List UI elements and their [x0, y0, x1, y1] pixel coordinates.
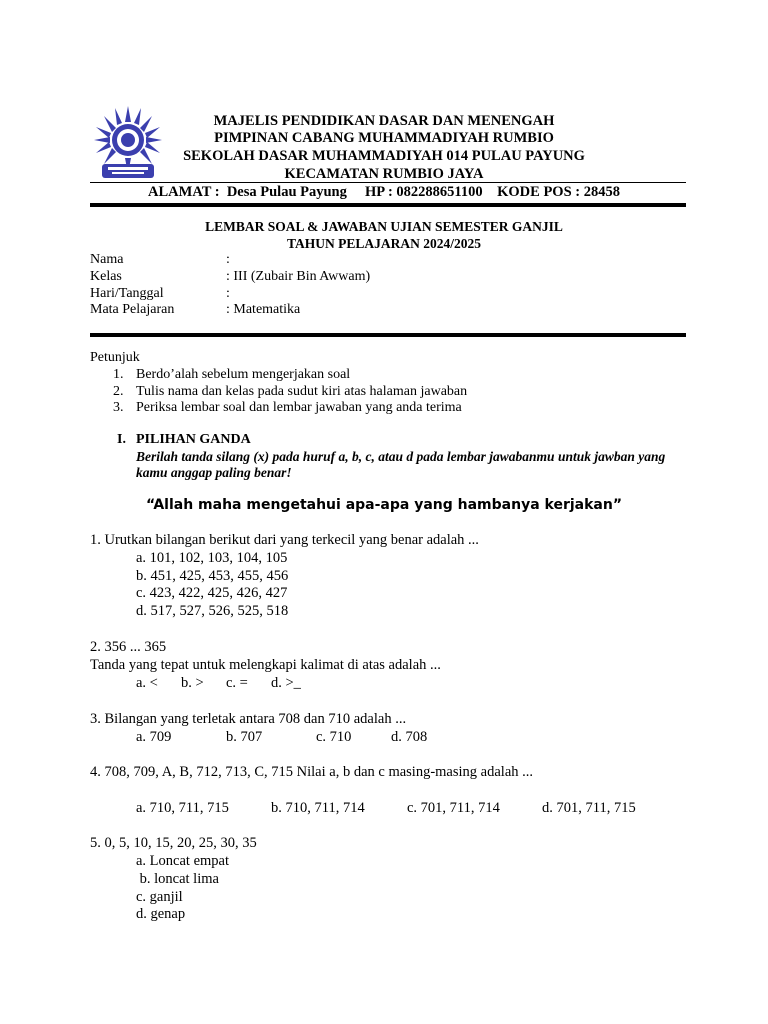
exam-title: LEMBAR SOAL & JAWABAN UJIAN SEMESTER GANJIL [205, 219, 563, 234]
option-4d: d. 701, 711, 715 [542, 800, 636, 816]
section-directive: Berilah tanda silang (x) pada huruf a, b, c, atau d pada lembar jawabanmu untuk jawban yang [136, 449, 666, 464]
option-2d: d. >_ [271, 675, 301, 691]
header-line-2: PIMPINAN CABANG MUHAMMADIYAH RUMBIO [214, 130, 554, 146]
field-label-mata-pelajaran: Mata Pelajaran [90, 302, 175, 317]
option-4c: c. 701, 711, 714 [407, 800, 500, 816]
instruction-num: 1. [113, 367, 124, 382]
instruction-item: Berdo’alah sebelum mengerjakan soal [136, 367, 351, 382]
option-1a: a. 101, 102, 103, 104, 105 [136, 550, 288, 566]
option-1b: b. 451, 425, 453, 455, 456 [136, 568, 289, 584]
option-2b: b. > [181, 675, 204, 691]
field-value-nama: : [226, 252, 230, 267]
question-3: 3. Bilangan yang terletak antara 708 dan 710 adalah ... [90, 711, 407, 727]
academic-year: TAHUN PELAJARAN 2024/2025 [286, 236, 481, 251]
option-3b: b. 707 [226, 729, 263, 745]
option-2c: c. = [226, 675, 248, 691]
field-value-kelas: : III (Zubair Bin Awwam) [226, 269, 371, 284]
option-5a: a. Loncat empat [136, 853, 229, 869]
option-1d: d. 517, 527, 526, 525, 518 [136, 603, 289, 619]
header-divider-thick [90, 203, 686, 207]
instruction-num: 3. [113, 400, 124, 415]
section-title: PILIHAN GANDA [136, 432, 251, 447]
field-label-hari-tanggal: Hari/Tanggal [90, 286, 164, 301]
header-line-3: SEKOLAH DASAR MUHAMMADIYAH 014 PULAU PAYUNG [183, 148, 585, 164]
option-5d: d. genap [136, 906, 186, 922]
header-line-1: MAJELIS PENDIDIKAN DASAR DAN MENENGAH [213, 113, 555, 129]
field-value-hari-tanggal: : [226, 286, 230, 301]
question-5: 5. 0, 5, 10, 15, 20, 25, 30, 35 [90, 835, 257, 851]
instruction-num: 2. [113, 384, 124, 399]
option-5c: c. ganjil [136, 889, 183, 905]
option-3a: a. 709 [136, 729, 172, 745]
motivational-quote: “Allah maha mengetahui apa-apa yang hambanya kerjakan” [145, 497, 623, 513]
field-label-nama: Nama [90, 252, 124, 267]
option-5b: b. loncat lima [136, 871, 219, 887]
option-2a: a. < [136, 675, 158, 691]
header-line-4: KECAMATAN RUMBIO JAYA [284, 166, 484, 182]
option-4a: a. 710, 711, 715 [136, 800, 229, 816]
option-3c: c. 710 [316, 729, 352, 745]
school-address: ALAMAT : Desa Pulau Payung HP : 082288651100 KODE POS : 28458 [148, 184, 620, 200]
section-directive-cont: kamu anggap paling benar! [136, 465, 292, 480]
instruction-item: Tulis nama dan kelas pada sudut kiri atas halaman jawaban [136, 384, 468, 399]
fields-divider [90, 333, 686, 337]
question-2-prompt: Tanda yang tepat untuk melengkapi kalimat di atas adalah ... [90, 657, 441, 673]
option-3d: d. 708 [391, 729, 428, 745]
question-4: 4. 708, 709, A, B, 712, 713, C, 715 Nilai a, b dan c masing-masing adalah ... [90, 764, 534, 780]
field-label-kelas: Kelas [90, 269, 122, 284]
section-number: I. [117, 432, 126, 447]
option-1c: c. 423, 422, 425, 426, 427 [136, 585, 288, 601]
instructions-heading: Petunjuk [90, 350, 140, 365]
question-1: 1. Urutkan bilangan berikut dari yang terkecil yang benar adalah ... [90, 532, 479, 548]
question-2: 2. 356 ... 365 [90, 639, 167, 655]
field-value-mata-pelajaran: : Matematika [226, 302, 301, 317]
option-4b: b. 710, 711, 714 [271, 800, 365, 816]
instruction-item: Periksa lembar soal dan lembar jawaban yang anda terima [136, 400, 462, 415]
